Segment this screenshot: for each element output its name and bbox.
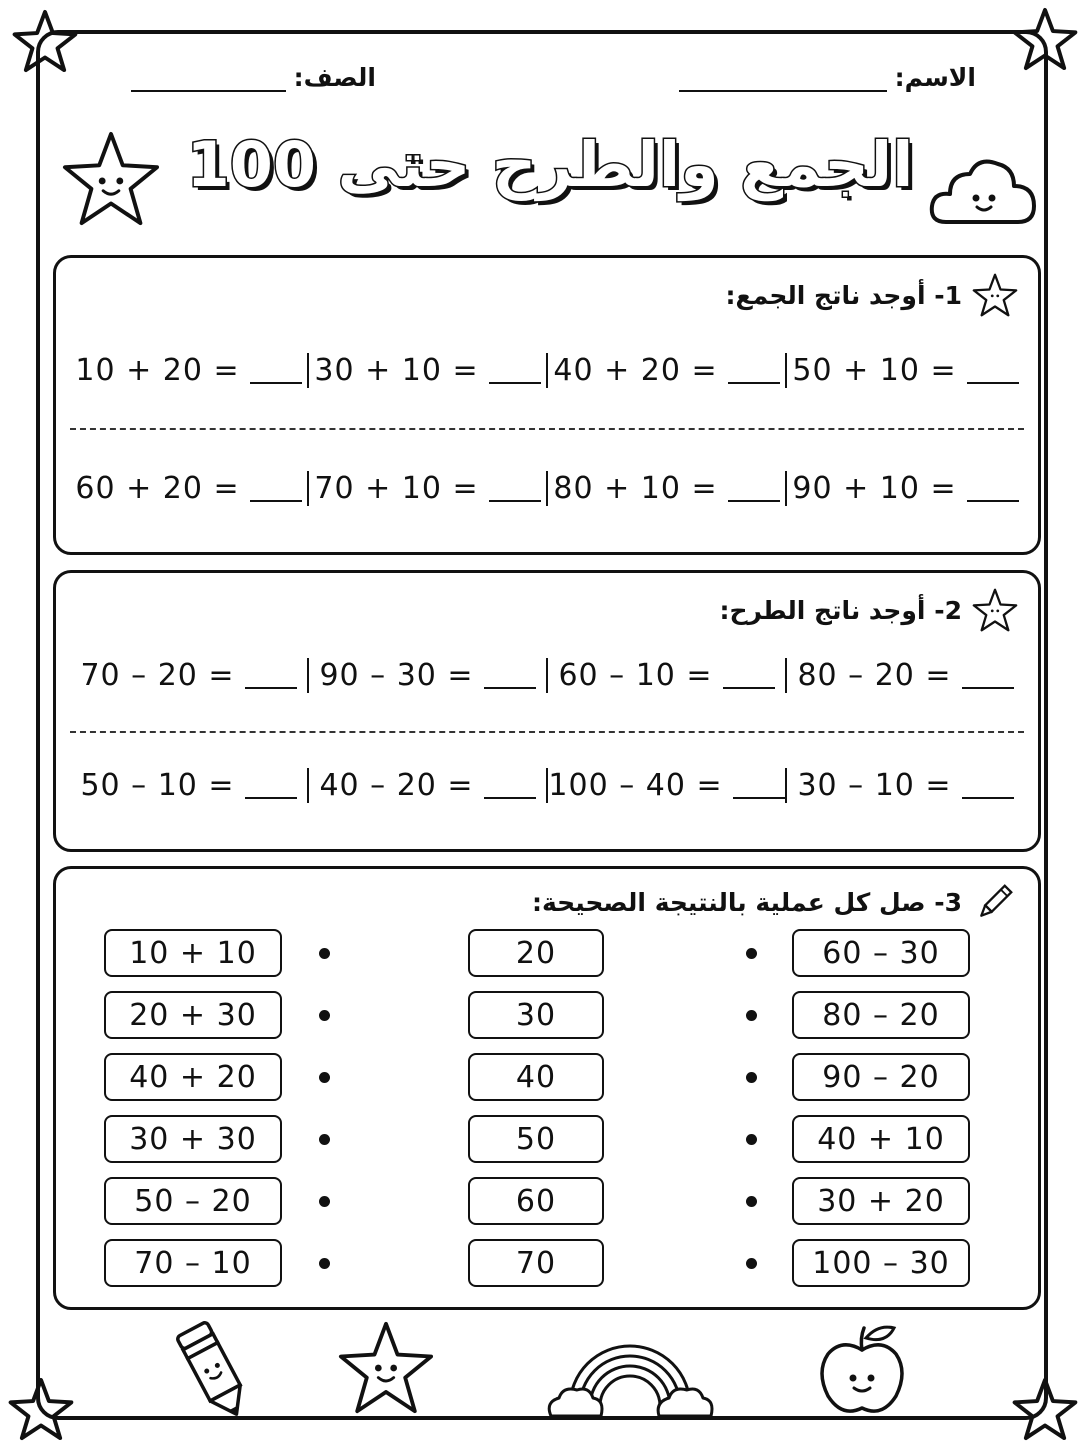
addition-section xyxy=(53,255,1041,555)
name-field xyxy=(679,62,976,92)
answer-blank[interactable] xyxy=(484,661,536,689)
subtraction-row xyxy=(70,637,1024,713)
left-expression-box[interactable]: 20 + 30 xyxy=(104,991,282,1039)
left-connect-dot[interactable] xyxy=(319,1134,330,1145)
bottom-decorations xyxy=(0,1318,1086,1423)
right-expression-box[interactable]: 90 – 20 xyxy=(792,1053,970,1101)
name-blank[interactable] xyxy=(679,62,887,92)
subtraction-heading-text: 2- أوجد ناتج الطرح: xyxy=(719,595,962,625)
left-expression-box[interactable]: 40 + 20 xyxy=(104,1053,282,1101)
matching-row xyxy=(56,1115,1038,1167)
matching-row xyxy=(56,1177,1038,1229)
matching-row xyxy=(56,1053,1038,1105)
answer-blank[interactable] xyxy=(250,356,302,384)
row-divider xyxy=(70,731,1024,733)
addition-heading xyxy=(726,272,1018,318)
page-title: الجمع والطرح حتى 100 xyxy=(186,128,914,201)
right-connect-dot[interactable] xyxy=(746,1258,757,1269)
result-box[interactable]: 50 xyxy=(468,1115,604,1163)
subtraction-problem: 100 – 40 = xyxy=(546,768,785,803)
left-connect-dot[interactable] xyxy=(319,1072,330,1083)
matching-row xyxy=(56,929,1038,981)
left-connect-dot[interactable] xyxy=(319,1258,330,1269)
matching-row xyxy=(56,991,1038,1043)
pencil-icon xyxy=(972,879,1018,925)
answer-blank[interactable] xyxy=(489,474,541,502)
apple-icon xyxy=(812,1320,912,1420)
subtraction-section xyxy=(53,570,1041,852)
right-expression-box[interactable]: 80 – 20 xyxy=(792,991,970,1039)
answer-blank[interactable] xyxy=(489,356,541,384)
title-banner xyxy=(60,120,1040,230)
left-expression-box[interactable]: 70 – 10 xyxy=(104,1239,282,1287)
right-connect-dot[interactable] xyxy=(746,1196,757,1207)
right-expression-box[interactable]: 30 + 20 xyxy=(792,1177,970,1225)
answer-blank[interactable] xyxy=(728,474,780,502)
subtraction-problem: 50 – 10 = xyxy=(70,768,307,803)
addition-row xyxy=(70,450,1024,526)
answer-blank[interactable] xyxy=(733,771,785,799)
subtraction-problem: 60 – 10 = xyxy=(546,658,785,693)
matching-heading-text: 3- صل كل عملية بالنتيجة الصحيحة: xyxy=(532,887,962,917)
smiling-star-icon xyxy=(338,1320,434,1416)
addition-row xyxy=(70,332,1024,408)
right-expression-box[interactable]: 100 – 30 xyxy=(792,1239,970,1287)
pencil-icon xyxy=(168,1318,258,1422)
right-connect-dot[interactable] xyxy=(746,1134,757,1145)
subtraction-row xyxy=(70,747,1024,823)
name-label: الاسم: xyxy=(894,63,976,92)
row-divider xyxy=(70,428,1024,430)
right-expression-box[interactable]: 60 – 30 xyxy=(792,929,970,977)
answer-blank[interactable] xyxy=(245,771,297,799)
answer-blank[interactable] xyxy=(962,771,1014,799)
answer-blank[interactable] xyxy=(484,771,536,799)
smiling-cloud-icon xyxy=(928,150,1040,232)
answer-blank[interactable] xyxy=(250,474,302,502)
right-expression-box[interactable]: 40 + 10 xyxy=(792,1115,970,1163)
addition-problem: 90 + 10 = xyxy=(785,471,1024,506)
answer-blank[interactable] xyxy=(967,474,1019,502)
addition-heading-text: 1- أوجد ناتج الجمع: xyxy=(725,280,962,310)
addition-problem: 60 + 20 = xyxy=(70,471,307,506)
left-connect-dot[interactable] xyxy=(319,1010,330,1021)
subtraction-problem: 70 – 20 = xyxy=(70,658,307,693)
right-connect-dot[interactable] xyxy=(746,1072,757,1083)
subtraction-problem: 90 – 30 = xyxy=(307,658,546,693)
subtraction-heading xyxy=(719,587,1018,633)
class-field xyxy=(131,62,376,92)
right-connect-dot[interactable] xyxy=(746,948,757,959)
addition-problem: 10 + 20 = xyxy=(70,353,307,388)
class-label: الصف: xyxy=(293,63,376,92)
addition-problem: 50 + 10 = xyxy=(785,353,1024,388)
result-box[interactable]: 30 xyxy=(468,991,604,1039)
left-expression-box[interactable]: 10 + 10 xyxy=(104,929,282,977)
result-box[interactable]: 70 xyxy=(468,1239,604,1287)
right-connect-dot[interactable] xyxy=(746,1010,757,1021)
matching-heading xyxy=(532,879,1018,925)
result-box[interactable]: 20 xyxy=(468,929,604,977)
subtraction-problem: 40 – 20 = xyxy=(307,768,546,803)
addition-problem: 80 + 10 = xyxy=(546,471,785,506)
addition-problem: 70 + 10 = xyxy=(307,471,546,506)
matching-row xyxy=(56,1239,1038,1291)
addition-problem: 30 + 10 = xyxy=(307,353,546,388)
star-icon xyxy=(972,587,1018,633)
addition-problem: 40 + 20 = xyxy=(546,353,785,388)
result-box[interactable]: 60 xyxy=(468,1177,604,1225)
subtraction-problem: 80 – 20 = xyxy=(785,658,1024,693)
subtraction-problem: 30 – 10 = xyxy=(785,768,1024,803)
answer-blank[interactable] xyxy=(728,356,780,384)
class-blank[interactable] xyxy=(131,62,286,92)
answer-blank[interactable] xyxy=(245,661,297,689)
rainbow-icon xyxy=(545,1328,715,1420)
left-connect-dot[interactable] xyxy=(319,1196,330,1207)
result-box[interactable]: 40 xyxy=(468,1053,604,1101)
matching-section xyxy=(53,866,1041,1310)
left-expression-box[interactable]: 30 + 30 xyxy=(104,1115,282,1163)
answer-blank[interactable] xyxy=(962,661,1014,689)
answer-blank[interactable] xyxy=(967,356,1019,384)
answer-blank[interactable] xyxy=(723,661,775,689)
star-icon xyxy=(972,272,1018,318)
left-connect-dot[interactable] xyxy=(319,948,330,959)
left-expression-box[interactable]: 50 – 20 xyxy=(104,1177,282,1225)
